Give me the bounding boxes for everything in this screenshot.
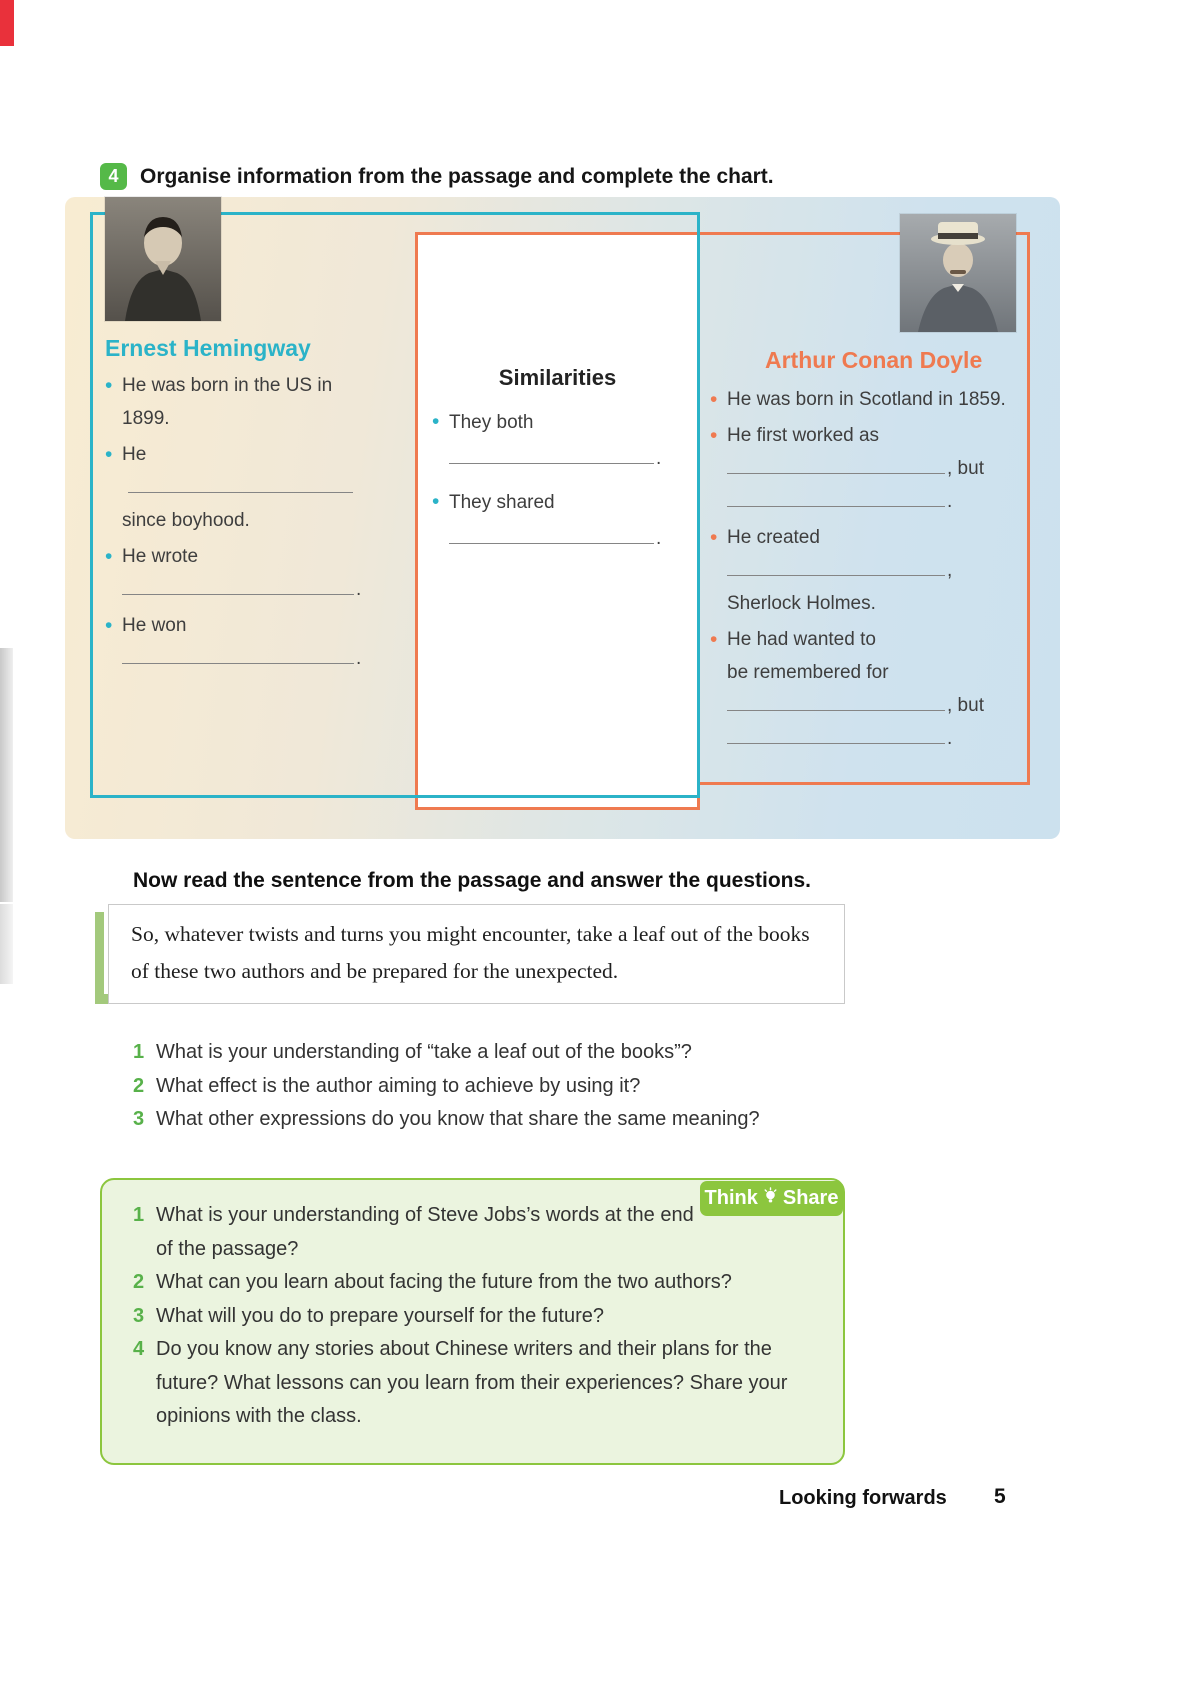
question-text: What can you learn about facing the future from the two authors? bbox=[156, 1271, 732, 1293]
hemingway-portrait-illustration bbox=[105, 197, 221, 321]
bullet-item: • They both . bbox=[432, 405, 697, 477]
similarities-box bbox=[415, 232, 700, 810]
think-share-tab bbox=[700, 1181, 843, 1216]
bullet-item: • He wrote . bbox=[105, 540, 377, 606]
lightbulb-icon bbox=[762, 1187, 779, 1211]
exercise-title: Organise information from the passage and complete the chart. bbox=[140, 165, 774, 188]
reading-question-list bbox=[133, 1036, 760, 1137]
bullet-item: • They shared . bbox=[432, 485, 697, 557]
fill-in-blank bbox=[727, 693, 945, 711]
doyle-portrait-illustration bbox=[900, 214, 1016, 332]
footer-section-title: Looking forwards bbox=[779, 1487, 947, 1509]
comparison-chart-panel bbox=[65, 197, 1060, 839]
hemingway-column-title: Ernest Hemingway bbox=[105, 335, 311, 361]
question-number: 3 bbox=[133, 1304, 145, 1327]
quote-box: So, whatever twists and turns you might encounter, take a leaf out of the books of these two authors and be prepared for the unexpected. bbox=[108, 904, 845, 1004]
doyle-column-title: Arthur Conan Doyle bbox=[765, 347, 983, 373]
page-number: 5 bbox=[994, 1485, 1006, 1508]
fill-in-blank bbox=[727, 489, 945, 507]
page-edge-shadow bbox=[0, 904, 13, 984]
bullet-item: • He first worked as , but . bbox=[710, 419, 1008, 518]
bullet-item: • He was born in Scotland in 1859. bbox=[710, 383, 1008, 416]
think-share-question-list bbox=[133, 1199, 808, 1434]
fill-in-blank bbox=[122, 577, 354, 595]
question-text: What effect is the author aiming to achieve by using it? bbox=[156, 1074, 641, 1097]
question-text: What other expressions do you know that share the same meaning? bbox=[156, 1108, 760, 1130]
fill-in-blank bbox=[727, 456, 945, 474]
question-item bbox=[133, 1103, 760, 1137]
fill-in-blank bbox=[727, 558, 945, 576]
doyle-bullet-list bbox=[710, 383, 1008, 758]
question-item bbox=[133, 1266, 808, 1300]
page-edge-shadow bbox=[0, 648, 13, 902]
bullet-item: • He since boyhood. bbox=[105, 438, 377, 537]
question-text: What will you do to prepare yourself for the future? bbox=[156, 1304, 605, 1327]
page-edge-red-mark bbox=[0, 0, 14, 46]
exercise-number-badge: 4 bbox=[100, 163, 127, 190]
reading-heading: Now read the sentence from the passage and answer the questions. bbox=[133, 869, 812, 892]
question-item bbox=[133, 1070, 760, 1104]
share-label: Share bbox=[782, 1187, 839, 1209]
question-item bbox=[133, 1333, 808, 1434]
question-item bbox=[133, 1300, 808, 1334]
bullet-item: • He was born in the US in 1899. bbox=[105, 369, 377, 435]
bullet-item: • He created , Sherlock Holmes. bbox=[710, 521, 1008, 620]
doyle-photo bbox=[900, 214, 1016, 332]
hemingway-photo bbox=[105, 197, 221, 321]
question-item bbox=[133, 1036, 760, 1070]
fill-in-blank bbox=[727, 726, 945, 744]
fill-in-blank bbox=[449, 526, 654, 544]
question-number: 1 bbox=[133, 1041, 145, 1063]
question-text: What is your understanding of “take a leaf out of the books”? bbox=[156, 1041, 692, 1063]
question-number: 2 bbox=[133, 1074, 145, 1097]
fill-in-blank bbox=[122, 646, 354, 664]
question-number: 1 bbox=[133, 1204, 145, 1226]
question-number: 2 bbox=[133, 1271, 145, 1293]
question-number: 3 bbox=[133, 1108, 145, 1130]
similarities-title: Similarities bbox=[498, 365, 617, 390]
think-label: Think bbox=[704, 1187, 758, 1209]
similarities-bullet-list bbox=[432, 405, 697, 557]
exercise-header bbox=[100, 163, 774, 190]
question-text: Do you know any stories about Chinese writers and their plans for the future? What lessons can you learn from their experiences? Share your opinions with the class. bbox=[156, 1338, 788, 1427]
bullet-item: • He won . bbox=[105, 609, 377, 675]
bullet-item: • He had wanted to be remembered for , but . bbox=[710, 623, 1008, 755]
hemingway-bullet-list bbox=[105, 369, 377, 678]
question-number: 4 bbox=[133, 1338, 145, 1360]
question-text: What is your understanding of Steve Jobs’s words at the end of the passage? bbox=[156, 1204, 694, 1260]
fill-in-blank bbox=[128, 475, 353, 493]
fill-in-blank bbox=[449, 446, 654, 464]
